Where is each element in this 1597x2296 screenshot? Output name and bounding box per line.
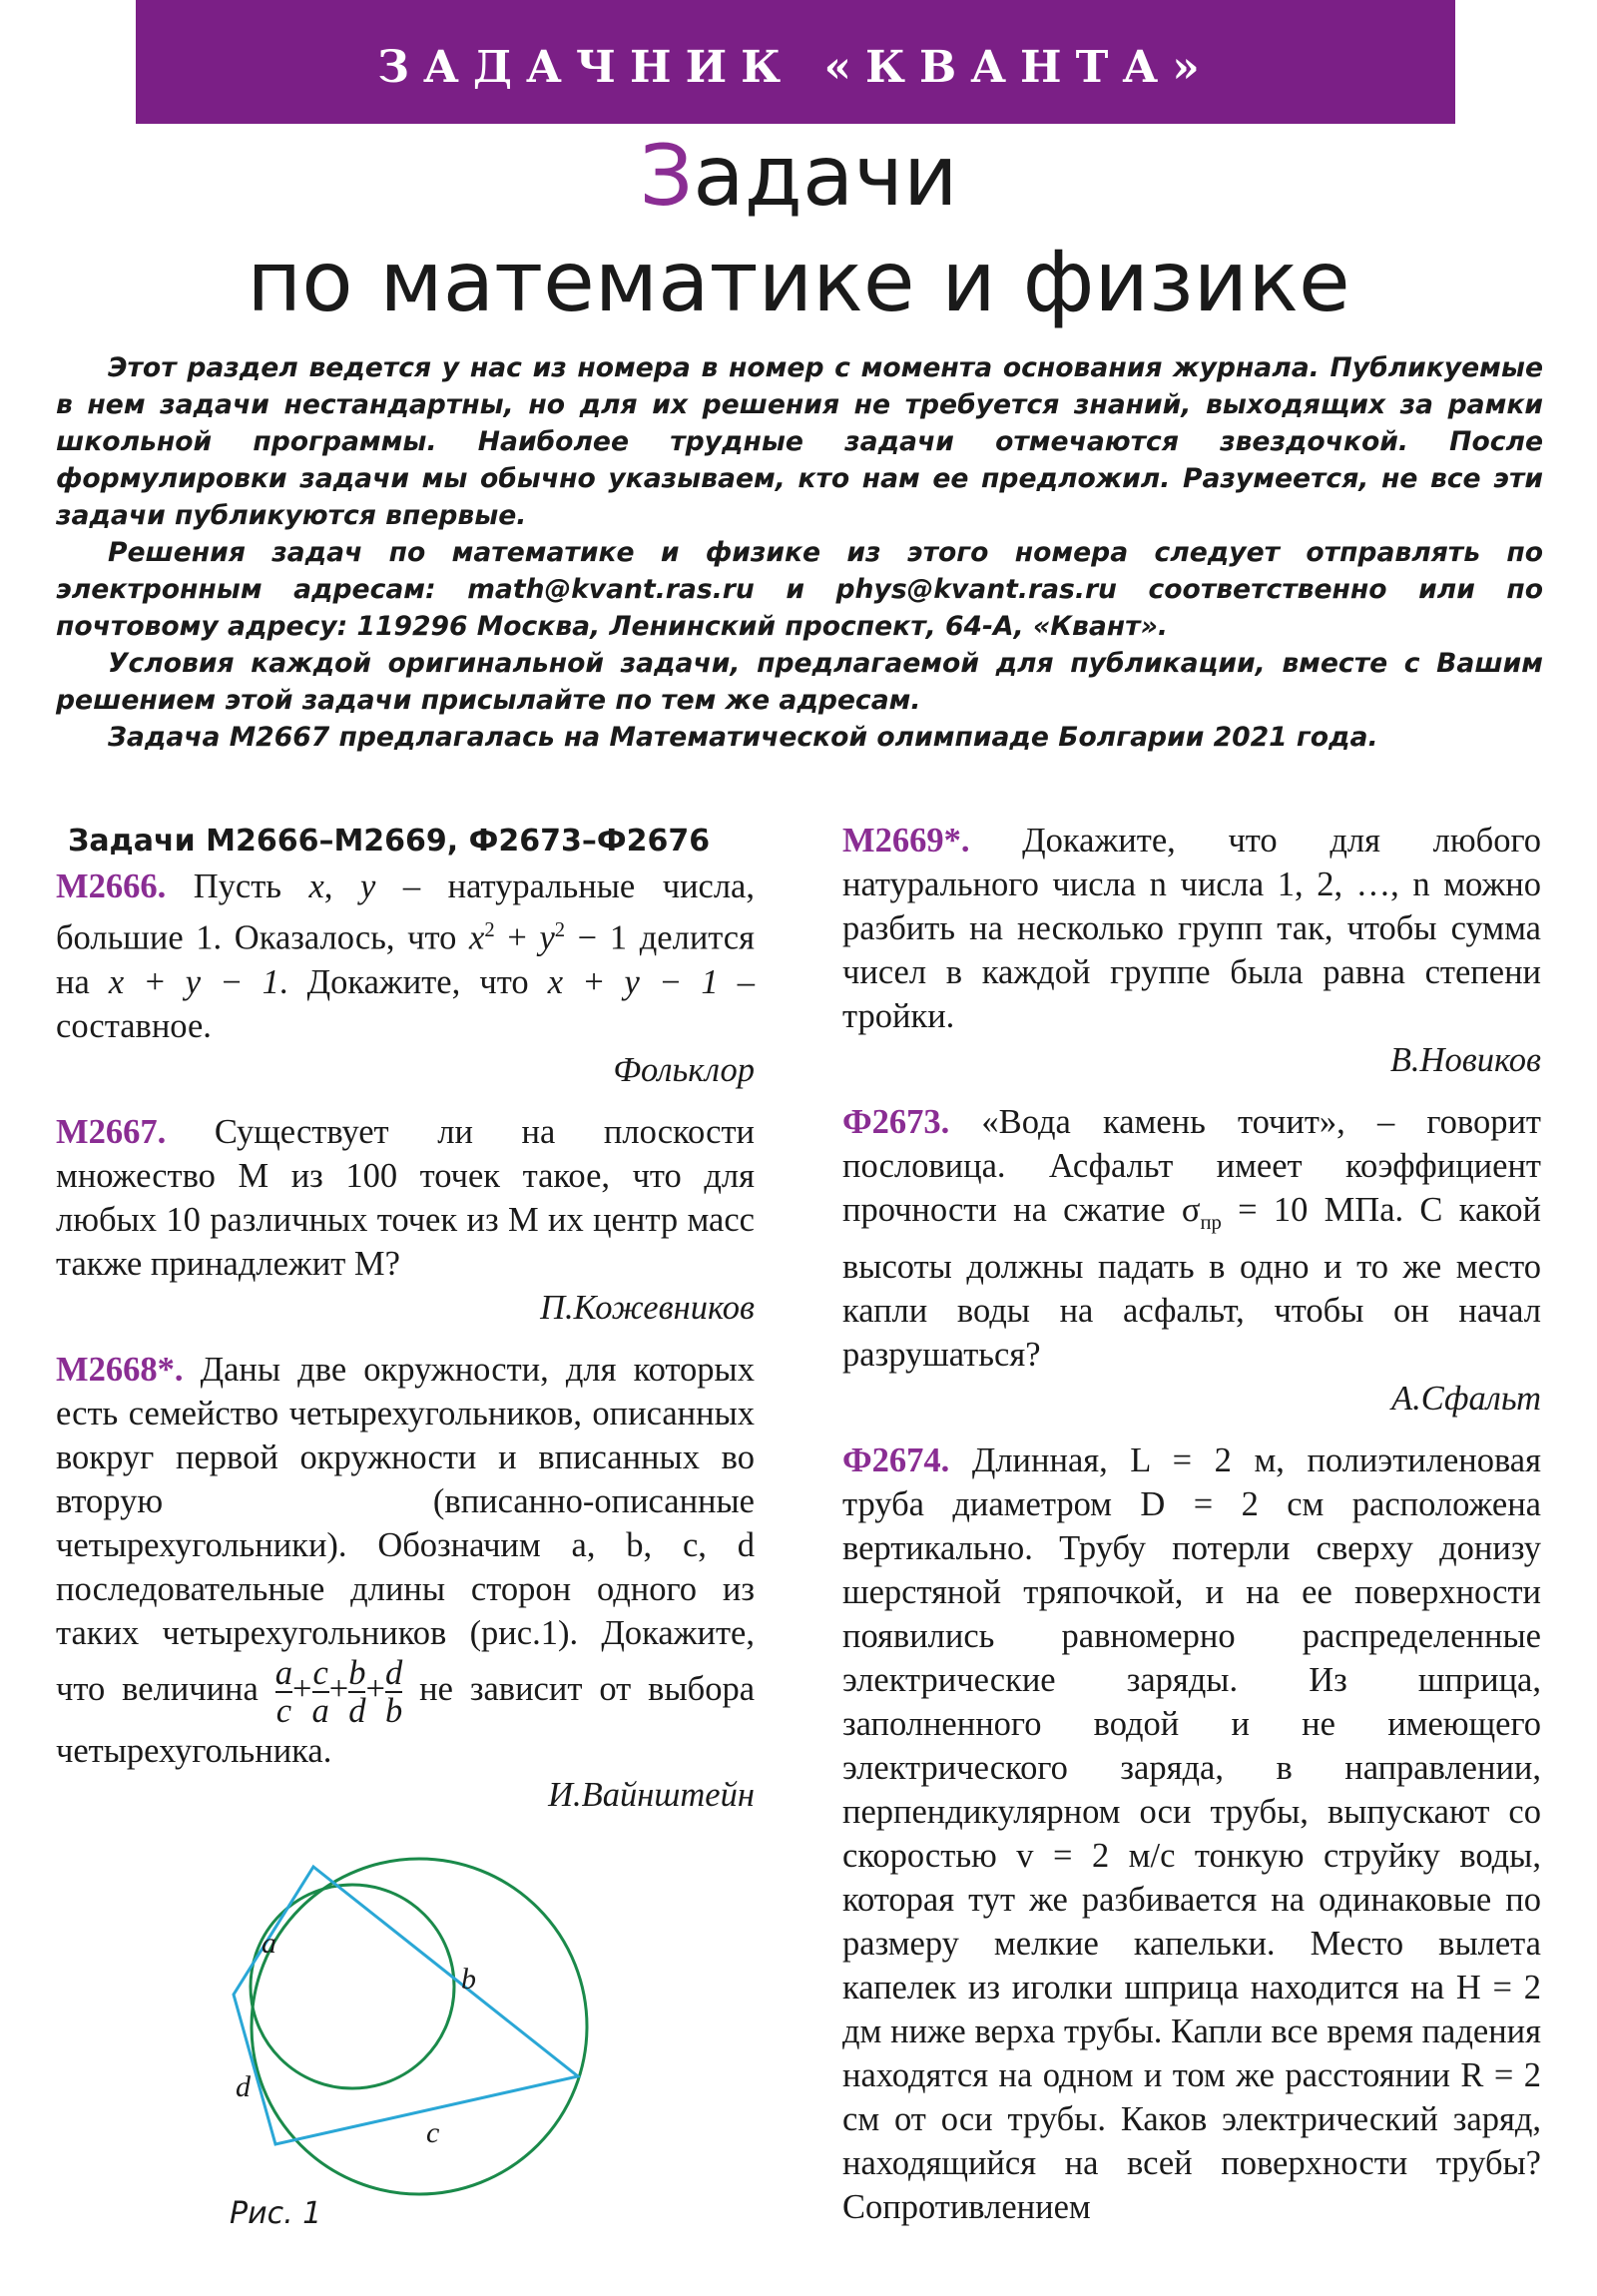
frac-num: b <box>348 1653 366 1692</box>
problem-number: М2668*. <box>56 1350 184 1389</box>
problem-text: Длинная, L = 2 м, полиэтиленовая труба диаметром D = 2 см расположена вертикально. Трубу потерли сверху донизу шерстяной тряпочкой, и на ее поверхности появились равномерно распределенные электрические заряды. Из шприца, заполненного водой и не имеющего электрического заряда, в направлении, перпендикулярном оси трубы, выпускают со скоростью v = 2 м/с тонкую струйку воды, которая тут же разбивается на одинаковые по размеру мелкие капельки. Место вылета капелек из иголки шприца находится на H = 2 дм ниже верха трубы. Капли все время падения находятся на одном и том же расстоянии R = 2 см от оси трубы. Каков электрический заряд, находящийся на всей поверхности трубы? Сопротивлением <box>842 1440 1541 2226</box>
problem-number: М2666. <box>56 867 167 905</box>
math-var: x <box>308 867 324 905</box>
frac-den: a <box>311 1691 329 1730</box>
right-column <box>842 819 1541 2229</box>
intro-paragraph: Задача М2667 предлагалась на Математической олимпиаде Болгарии 2021 года. <box>108 722 1378 753</box>
page-subtitle: по математике и физике <box>247 233 1350 330</box>
problem-m2666 <box>56 864 755 1048</box>
problem-author: Фольклор <box>613 1050 755 1089</box>
math-sup: 2 <box>484 919 495 941</box>
problem-text: Даны две окружности, для которых есть семейство четырехугольников, описанных вокруг первой окружности и вписанных во вторую (вписанно-описанные четырехугольники). Обозначим a, b, c, d последовательные длины сторон одного из таких четырехугольников (рис.1). Докажите, что величина <box>56 1350 755 1708</box>
math-var: x <box>469 918 485 957</box>
intro-paragraph: Условия каждой оригинальной задачи, предлагаемой для публикации, вместе с Вашим решением этой задачи присылайте по тем же адресам. <box>56 648 1543 716</box>
label-c: c <box>426 2116 440 2149</box>
intro-text <box>56 349 1543 756</box>
problem-number: Ф2673. <box>842 1103 950 1141</box>
problem-text: . Докажите, что <box>278 962 548 1001</box>
problem-number: М2669*. <box>842 822 970 860</box>
frac-num: a <box>274 1653 293 1692</box>
title-accent-letter: З <box>639 127 694 225</box>
figure-circles-quadrilateral <box>220 1857 619 2216</box>
problem-m2668 <box>56 1348 755 1773</box>
title-rest: адачи <box>693 127 958 225</box>
problem-text: «Вода камень точит», – говорит пословица. Асфальт имеет коэффициент прочности на сжатие σ <box>842 1103 1541 1229</box>
problem-text: Пусть <box>166 867 309 905</box>
page-title <box>0 126 1597 226</box>
section-banner: ЗАДАЧНИК «КВАНТА» <box>136 0 1455 124</box>
problem-number: М2667. <box>56 1112 167 1151</box>
intro-paragraph: Этот раздел ведется у нас из номера в номер с момента основания журнала. Публикуемые в нем задачи нестандартны, но для их решения не требуется знаний, выходящих за рамки школьной программы. Наиболее трудные задачи отмечаются звездочкой. После формулировки задачи мы обычно указываем, кто нам ее предложил. Разумеется, не все эти задачи публикуются впервые. <box>56 352 1543 531</box>
left-column <box>56 819 755 1835</box>
problem-text: = 10 МПа. С какой высоты должны падать в одно и то же место капли воды на асфальт, чтобы он начал разрушаться? <box>842 1191 1541 1374</box>
math-sub: пр <box>1200 1211 1222 1234</box>
math-var: y <box>360 867 376 905</box>
problem-text: Докажите, что для любого натурального числа n числа 1, 2, …, n можно разбить на несколько групп так, чтобы сумма чисел в каждой группе была равна степени тройки. <box>842 822 1541 1035</box>
intro-paragraph: Решения задач по математике и физике из этого номера следует отправлять по электронным адресам: math@kvant.ras.ru и phys@kvant.ras.ru соответственно или по почтовому адресу: 119296 Москва, Ленинский проспект, 64-А, «Квант». <box>56 537 1543 642</box>
frac-den: c <box>275 1691 292 1730</box>
label-d: d <box>236 2070 251 2103</box>
math-op: − 1 <box>565 918 628 957</box>
problem-f2674 <box>842 1438 1541 2229</box>
problem-m2667 <box>56 1110 755 1286</box>
problem-text: Существует ли на плоскости множество M из 100 точек такое, что для любых 10 различных точек из M их центр масс также принадлежит M? <box>56 1112 755 1283</box>
math-op: + <box>494 918 540 957</box>
math-op: + <box>328 1669 349 1708</box>
problem-number: Ф2674. <box>842 1440 950 1479</box>
problem-author: П.Кожевников <box>540 1288 755 1327</box>
problem-text: – составное. <box>56 962 756 1045</box>
math-op: + <box>292 1669 312 1708</box>
math-expr: x + y − 1 <box>547 962 719 1001</box>
label-a: a <box>262 1927 276 1960</box>
math-sup: 2 <box>554 919 566 941</box>
frac-den: d <box>348 1691 366 1730</box>
problem-f2673 <box>842 1100 1541 1377</box>
label-b: b <box>461 1963 476 1996</box>
math-op: + <box>365 1669 385 1708</box>
fraction-sum <box>275 1655 402 1729</box>
problem-m2669 <box>842 819 1541 1038</box>
figure-caption: Рис. 1 <box>230 2196 322 2231</box>
problem-author: И.Вайнштейн <box>548 1775 755 1814</box>
inner-circle <box>251 1885 454 2088</box>
problem-text: – натуральные числа, большие 1. Оказалось, что <box>56 867 755 957</box>
frac-num: c <box>312 1653 328 1692</box>
problem-text: делится на <box>56 918 755 1001</box>
frac-num: d <box>384 1653 403 1692</box>
problem-text: , <box>323 867 361 905</box>
frac-den: b <box>384 1691 403 1730</box>
problem-text: не зависит от выбора четырехугольника. <box>56 1669 756 1770</box>
problem-author: А.Сфальт <box>1391 1379 1541 1418</box>
math-expr: x + y − 1 <box>108 962 279 1001</box>
problem-author: В.Новиков <box>1389 1041 1541 1079</box>
math-var: y <box>539 918 555 957</box>
section-heading: Задачи М2666–М2669, Ф2673–Ф2676 <box>68 824 711 859</box>
